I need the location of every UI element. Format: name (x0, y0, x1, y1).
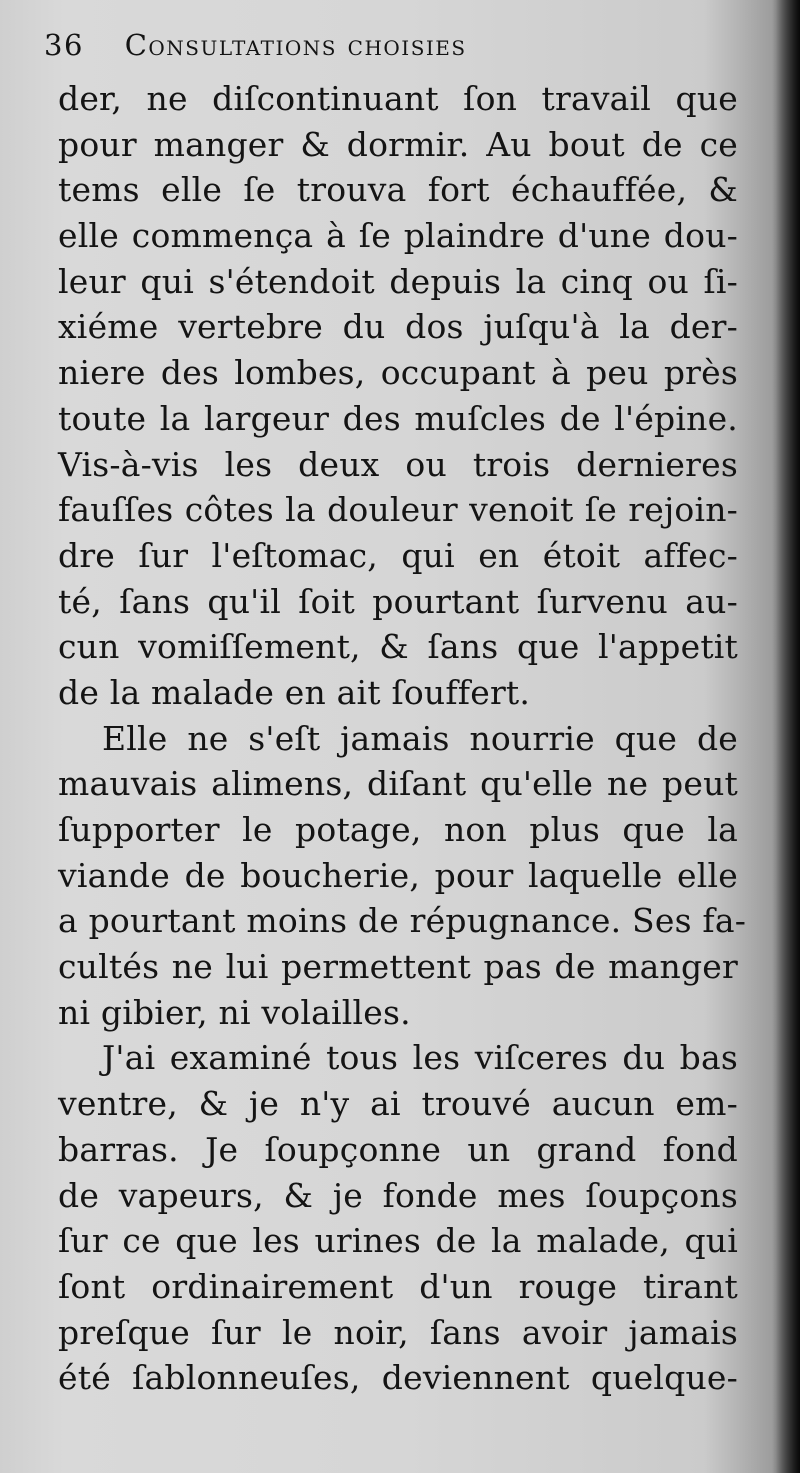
text-line: ventre, & je n'y ai trouvé aucun em- (58, 1084, 738, 1124)
text-line: ſupporter le potage, non plus que la (58, 810, 738, 849)
text-line: toute la largeur des muſcles de l'épine. (58, 398, 738, 438)
text-line: Vis-à-vis les deux ou trois dernieres (58, 444, 738, 484)
text-line: dre ſur l'eſtomac, qui en étoit affec- (58, 535, 738, 575)
page-number: 36 (44, 28, 84, 62)
text-line: preſque ſur le noir, ſans avoir jamais (58, 1312, 738, 1352)
text-line: fauſſes côtes la douleur venoit ſe rejoin- (58, 490, 738, 530)
text-line: J'ai examiné tous les viſceres du bas (102, 1038, 738, 1078)
text-line: de vapeurs, & je fonde mes ſoupçons (58, 1175, 738, 1215)
text-line: der, ne diſcontinuant ſon travail que (58, 79, 738, 118)
text-line: niere des lombes, occupant à peu près (58, 353, 738, 393)
text-line: tems elle ſe trouva fort échauffée, & (58, 170, 738, 210)
text-line: elle commença à ſe plaindre d'une dou- (58, 216, 738, 256)
text-line: pour manger & dormir. Au bout de ce (58, 124, 738, 164)
page-edge-shadow (772, 0, 800, 1473)
text-line: té, ſans qu'il ſoit pourtant ſurvenu au- (58, 581, 738, 621)
text-line: barras. Je ſoupçonne un grand fond (58, 1129, 738, 1169)
text-line: ni gibier, ni volailles. (58, 992, 411, 1032)
text-line: de la malade en ait ſouffert. (58, 672, 531, 712)
text-line: a pourtant moins de répugnance. Ses fa- (58, 901, 747, 941)
running-title: Consultations choisies (124, 28, 467, 62)
text-line: viande de boucherie, pour laquelle elle (58, 855, 738, 895)
text-line: Elle ne s'eſt jamais nourrie que de (102, 718, 738, 758)
text-line: été ſablonneuſes, deviennent quelque- (58, 1358, 738, 1398)
text-line: xiéme vertebre du dos juſqu'à la der- (58, 307, 738, 347)
body-text (58, 76, 747, 1401)
text-line: mauvais alimens, diſant qu'elle ne peut (58, 764, 738, 804)
text-line: leur qui s'étendoit depuis la cinq ou ſi- (58, 261, 738, 301)
text-line: ſur ce que les urines de la malade, qui (58, 1221, 738, 1261)
running-head (44, 28, 744, 72)
text-line: ſont ordinairement d'un rouge tirant (58, 1266, 738, 1306)
text-line: cun vomiſſement, & ſans que l'appetit (58, 627, 738, 667)
text-line: cultés ne lui permettent pas de manger (58, 947, 738, 987)
